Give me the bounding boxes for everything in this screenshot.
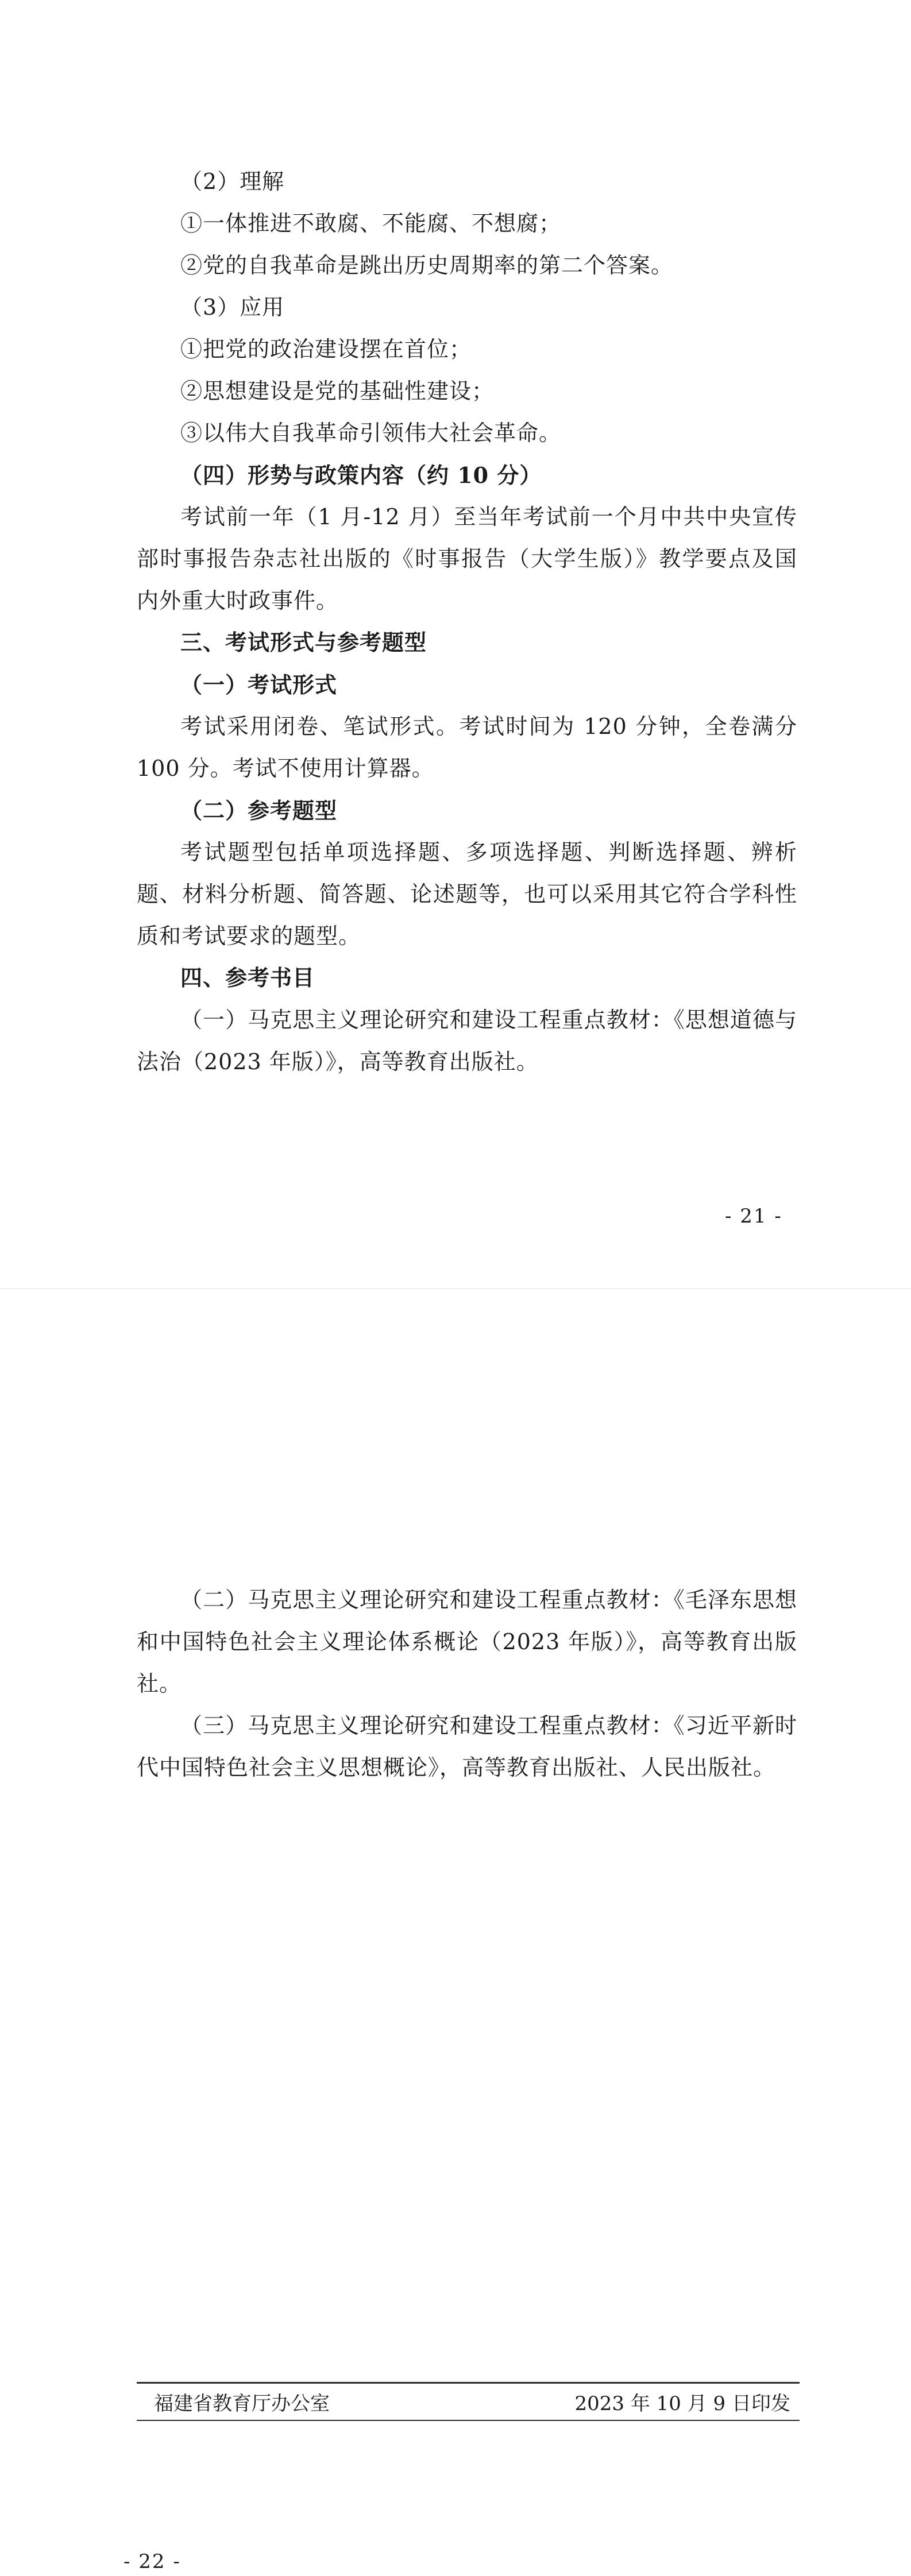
page-22-body	[137, 1579, 797, 1789]
subheading-understanding: （2）理解	[180, 169, 285, 194]
page-21-body	[137, 161, 797, 1083]
page-number: - 22 -	[123, 2550, 181, 2573]
list-item: ③以伟大自我革命引领伟大社会革命。	[180, 420, 562, 446]
reference-book-2: （二）马克思主义理论研究和建设工程重点教材：《毛泽东思想和中国特色社会主义理论体系概论（2023 年版）》，高等教育出版社。	[137, 1587, 797, 1696]
issuance-footer	[137, 2382, 800, 2421]
list-item: ①一体推进不敢腐、不能腐、不想腐；	[180, 211, 562, 236]
heading-policy-content: （四）形势与政策内容（约 10 分）	[180, 462, 542, 488]
heading-question-types: （二）参考题型	[180, 798, 338, 823]
heading-exam-form: （一）考试形式	[180, 672, 338, 698]
section-reference-books: 四、参考书目	[180, 965, 315, 991]
reference-book-1: （一）马克思主义理论研究和建设工程重点教材：《思想道德与法治（2023 年版）》，高等教育出版社。	[137, 1007, 797, 1074]
section-exam-form-types: 三、考试形式与参考题型	[180, 630, 427, 655]
list-item: ①把党的政治建设摆在首位；	[180, 336, 472, 362]
list-item: ②党的自我革命是跳出历史周期率的第二个答案。	[180, 253, 674, 278]
paragraph-policy-content: 考试前一年（1 月-12 月）至当年考试前一个月中共中央宣传部时事报告杂志社出版的《时事报告（大学生版）》教学要点及国内外重大时政事件。	[137, 504, 797, 613]
paragraph-question-types: 考试题型包括单项选择题、多项选择题、判断选择题、辨析题、材料分析题、简答题、论述题等，也可以采用其它符合学科性质和考试要求的题型。	[137, 840, 797, 949]
paragraph-exam-form: 考试采用闭卷、笔试形式。考试时间为 120 分钟，全卷满分 100 分。考试不使用计算器。	[137, 714, 797, 781]
list-item: ②思想建设是党的基础性建设；	[180, 378, 495, 404]
reference-book-3: （三）马克思主义理论研究和建设工程重点教材：《习近平新时代中国特色社会主义思想概论》，高等教育出版社、人民出版社。	[137, 1713, 797, 1780]
page-22	[0, 1288, 911, 2576]
subheading-application: （3）应用	[180, 295, 285, 320]
issuing-office: 福建省教育厅办公室	[154, 2392, 330, 2415]
page-number: - 21 -	[725, 1205, 782, 1228]
issue-date: 2023 年 10 月 9 日印发	[574, 2392, 790, 2415]
